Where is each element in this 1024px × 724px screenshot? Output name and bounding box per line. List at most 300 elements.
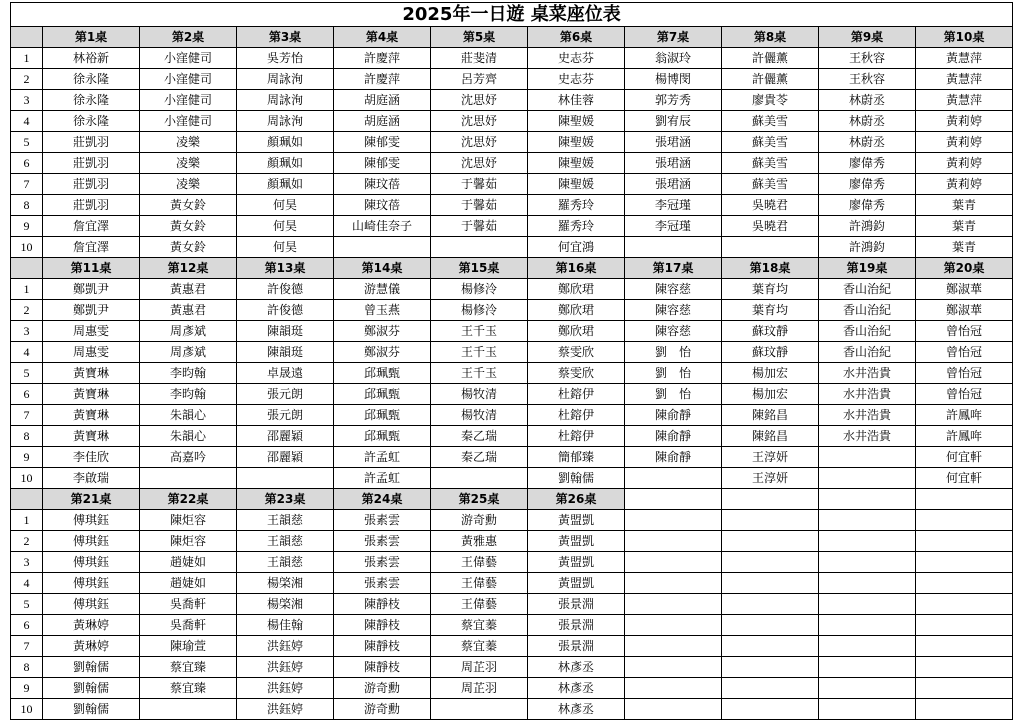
- guest-name-cell: 曾玉燕: [334, 300, 431, 321]
- empty-seat-cell: [722, 636, 819, 657]
- guest-name-cell: 黃盟凱: [528, 510, 625, 531]
- guest-name-cell: 劉 怡: [625, 384, 722, 405]
- seat-row: [11, 111, 1013, 132]
- guest-name-cell: 楊加宏: [722, 363, 819, 384]
- guest-name-cell: 周芷羽: [431, 657, 528, 678]
- seat-row: [11, 279, 1013, 300]
- guest-name-cell: 沈思妤: [431, 90, 528, 111]
- guest-name-cell: 許鴻鈞: [819, 237, 916, 258]
- guest-name-cell: 李冠瑾: [625, 216, 722, 237]
- guest-name-cell: 許慶萍: [334, 48, 431, 69]
- guest-name-cell: 許儷薰: [722, 69, 819, 90]
- guest-name-cell: 黃莉婷: [916, 132, 1013, 153]
- seat-number: 2: [11, 69, 43, 90]
- table-label: 第16桌: [528, 258, 625, 279]
- header-corner-cell: [11, 27, 43, 48]
- guest-name-cell: 黃寶琳: [43, 363, 140, 384]
- guest-name-cell: 水井浩貴: [819, 384, 916, 405]
- table-label: 第14桌: [334, 258, 431, 279]
- guest-name-cell: 邱珮甄: [334, 384, 431, 405]
- empty-seat-cell: [819, 573, 916, 594]
- guest-name-cell: 葉青: [916, 216, 1013, 237]
- guest-name-cell: 凌樂: [140, 132, 237, 153]
- guest-name-cell: 蘇美雪: [722, 132, 819, 153]
- guest-name-cell: 王千玉: [431, 321, 528, 342]
- guest-name-cell: 李啟瑞: [43, 468, 140, 489]
- guest-name-cell: 趙婕如: [140, 573, 237, 594]
- guest-name-cell: 莊凱羽: [43, 195, 140, 216]
- guest-name-cell: 胡庭涵: [334, 90, 431, 111]
- guest-name-cell: 許孟虹: [334, 468, 431, 489]
- seat-number: 7: [11, 405, 43, 426]
- guest-name-cell: [140, 468, 237, 489]
- seat-number: 1: [11, 510, 43, 531]
- guest-name-cell: 沈思妤: [431, 132, 528, 153]
- guest-name-cell: 吳曉君: [722, 195, 819, 216]
- guest-name-cell: 蘇玟靜: [722, 321, 819, 342]
- seat-row: [11, 615, 1013, 636]
- guest-name-cell: 陳郁雯: [334, 153, 431, 174]
- guest-name-cell: 張景淵: [528, 615, 625, 636]
- guest-name-cell: 許慶萍: [334, 69, 431, 90]
- seat-row: [11, 468, 1013, 489]
- guest-name-cell: [819, 447, 916, 468]
- empty-seat-cell: [625, 615, 722, 636]
- table-header-row: [11, 489, 1013, 510]
- empty-seat-cell: [916, 573, 1013, 594]
- empty-seat-cell: [916, 510, 1013, 531]
- guest-name-cell: 于馨茹: [431, 216, 528, 237]
- empty-seat-cell: [625, 552, 722, 573]
- guest-name-cell: 曾怡冠: [916, 384, 1013, 405]
- guest-name-cell: 何昊: [237, 216, 334, 237]
- guest-name-cell: [334, 237, 431, 258]
- guest-name-cell: 陳玟蓓: [334, 174, 431, 195]
- seat-row: [11, 174, 1013, 195]
- guest-name-cell: 黃莉婷: [916, 174, 1013, 195]
- guest-name-cell: 陳容慈: [625, 321, 722, 342]
- guest-name-cell: [431, 699, 528, 720]
- guest-name-cell: 卓晟遠: [237, 363, 334, 384]
- guest-name-cell: 張景淵: [528, 636, 625, 657]
- guest-name-cell: 游奇勳: [431, 510, 528, 531]
- guest-name-cell: 黃女鈴: [140, 237, 237, 258]
- seat-number: 2: [11, 531, 43, 552]
- guest-name-cell: 小窪健司: [140, 69, 237, 90]
- guest-name-cell: 朱韻心: [140, 405, 237, 426]
- guest-name-cell: 邵麗穎: [237, 447, 334, 468]
- seat-row: [11, 90, 1013, 111]
- guest-name-cell: 傅琪鈺: [43, 510, 140, 531]
- empty-seat-cell: [722, 531, 819, 552]
- empty-seat-cell: [819, 636, 916, 657]
- guest-name-cell: 張珺涵: [625, 132, 722, 153]
- table-label: 第10桌: [916, 27, 1013, 48]
- guest-name-cell: 周詠洵: [237, 111, 334, 132]
- guest-name-cell: 張景淵: [528, 594, 625, 615]
- seat-row: [11, 426, 1013, 447]
- guest-name-cell: 劉翰儒: [528, 468, 625, 489]
- guest-name-cell: 楊牧清: [431, 405, 528, 426]
- table-label: 第26桌: [528, 489, 625, 510]
- table-label: 第6桌: [528, 27, 625, 48]
- guest-name-cell: 鄭淑芬: [334, 321, 431, 342]
- guest-name-cell: 胡庭涵: [334, 111, 431, 132]
- guest-name-cell: 香山治紀: [819, 342, 916, 363]
- seat-number: 10: [11, 699, 43, 720]
- guest-name-cell: 陳炬容: [140, 531, 237, 552]
- guest-name-cell: 李冠瑾: [625, 195, 722, 216]
- guest-name-cell: 張元朗: [237, 384, 334, 405]
- guest-name-cell: 張素雲: [334, 552, 431, 573]
- guest-name-cell: 吳曉君: [722, 216, 819, 237]
- guest-name-cell: 林蔚丞: [819, 90, 916, 111]
- guest-name-cell: 黃惠君: [140, 279, 237, 300]
- guest-name-cell: 劉翰儒: [43, 699, 140, 720]
- empty-seat-cell: [722, 510, 819, 531]
- empty-seat-cell: [722, 615, 819, 636]
- guest-name-cell: 邱珮甄: [334, 363, 431, 384]
- seat-row: [11, 69, 1013, 90]
- guest-name-cell: 陳聖媛: [528, 111, 625, 132]
- guest-name-cell: 沈思妤: [431, 111, 528, 132]
- guest-name-cell: 張元朗: [237, 405, 334, 426]
- guest-name-cell: 徐永隆: [43, 69, 140, 90]
- seat-number: 7: [11, 636, 43, 657]
- table-label: 第4桌: [334, 27, 431, 48]
- title-row: [11, 3, 1013, 27]
- seat-row: [11, 594, 1013, 615]
- table-label: 第12桌: [140, 258, 237, 279]
- guest-name-cell: 黃莉婷: [916, 153, 1013, 174]
- guest-name-cell: 陳玟蓓: [334, 195, 431, 216]
- seat-number: 2: [11, 300, 43, 321]
- seating-body: [11, 27, 1013, 720]
- guest-name-cell: 許儷薰: [722, 48, 819, 69]
- empty-seat-cell: [722, 678, 819, 699]
- guest-name-cell: 何宜軒: [916, 447, 1013, 468]
- seat-row: [11, 552, 1013, 573]
- seat-number: 8: [11, 426, 43, 447]
- guest-name-cell: 曾怡冠: [916, 363, 1013, 384]
- guest-name-cell: 周惠雯: [43, 321, 140, 342]
- seat-number: 3: [11, 552, 43, 573]
- guest-name-cell: 曾怡冠: [916, 321, 1013, 342]
- guest-name-cell: 王秋容: [819, 48, 916, 69]
- guest-name-cell: 于馨茹: [431, 174, 528, 195]
- guest-name-cell: 黃女鈴: [140, 216, 237, 237]
- seat-row: [11, 132, 1013, 153]
- seat-row: [11, 447, 1013, 468]
- guest-name-cell: 陳容慈: [625, 279, 722, 300]
- guest-name-cell: 游奇勳: [334, 678, 431, 699]
- guest-name-cell: 楊加宏: [722, 384, 819, 405]
- guest-name-cell: 黃雅惠: [431, 531, 528, 552]
- guest-name-cell: 劉 怡: [625, 363, 722, 384]
- guest-name-cell: 詹宜澤: [43, 216, 140, 237]
- guest-name-cell: 于馨茹: [431, 195, 528, 216]
- guest-name-cell: 楊棨湘: [237, 573, 334, 594]
- seat-row: [11, 384, 1013, 405]
- table-label: 第23桌: [237, 489, 334, 510]
- guest-name-cell: 游奇勳: [334, 699, 431, 720]
- seat-row: [11, 153, 1013, 174]
- seat-row: [11, 300, 1013, 321]
- guest-name-cell: 周芷羽: [431, 678, 528, 699]
- guest-name-cell: 黃盟凱: [528, 552, 625, 573]
- guest-name-cell: 蘇美雪: [722, 153, 819, 174]
- guest-name-cell: 王韻慈: [237, 531, 334, 552]
- table-label: 第25桌: [431, 489, 528, 510]
- seat-number: 9: [11, 678, 43, 699]
- guest-name-cell: 林彥丞: [528, 678, 625, 699]
- guest-name-cell: 香山治紀: [819, 321, 916, 342]
- guest-name-cell: 陳容慈: [625, 300, 722, 321]
- guest-name-cell: 周惠雯: [43, 342, 140, 363]
- guest-name-cell: 何昊: [237, 237, 334, 258]
- guest-name-cell: 楊牧清: [431, 384, 528, 405]
- guest-name-cell: 洪鈺婷: [237, 657, 334, 678]
- guest-name-cell: 顏珮如: [237, 174, 334, 195]
- guest-name-cell: 周彥斌: [140, 321, 237, 342]
- guest-name-cell: 葉青: [916, 237, 1013, 258]
- guest-name-cell: 凌樂: [140, 153, 237, 174]
- empty-seat-cell: [819, 657, 916, 678]
- guest-name-cell: 黃琳婷: [43, 615, 140, 636]
- guest-name-cell: 李昀翰: [140, 363, 237, 384]
- guest-name-cell: 莊凱羽: [43, 132, 140, 153]
- guest-name-cell: 何宜軒: [916, 468, 1013, 489]
- seat-number: 6: [11, 153, 43, 174]
- seat-number: 3: [11, 321, 43, 342]
- empty-seat-cell: [625, 678, 722, 699]
- guest-name-cell: 劉翰儒: [43, 657, 140, 678]
- guest-name-cell: 水井浩貴: [819, 426, 916, 447]
- guest-name-cell: 水井浩貴: [819, 405, 916, 426]
- seat-row: [11, 657, 1013, 678]
- guest-name-cell: 蔡宜蓁: [431, 615, 528, 636]
- guest-name-cell: 王秋容: [819, 69, 916, 90]
- guest-name-cell: 廖偉秀: [819, 195, 916, 216]
- guest-name-cell: 莊凱羽: [43, 153, 140, 174]
- guest-name-cell: [140, 699, 237, 720]
- guest-name-cell: 王偉藝: [431, 573, 528, 594]
- guest-name-cell: 洪鈺婷: [237, 636, 334, 657]
- guest-name-cell: 傅琪鈺: [43, 552, 140, 573]
- empty-seat-cell: [916, 615, 1013, 636]
- empty-seat-cell: [722, 657, 819, 678]
- empty-header-cell: [819, 489, 916, 510]
- guest-name-cell: 鄭淑芬: [334, 342, 431, 363]
- guest-name-cell: 王淳妍: [722, 468, 819, 489]
- guest-name-cell: 史志芬: [528, 48, 625, 69]
- guest-name-cell: 吳芳怡: [237, 48, 334, 69]
- empty-seat-cell: [819, 531, 916, 552]
- table-label: 第18桌: [722, 258, 819, 279]
- table-header-row: [11, 258, 1013, 279]
- guest-name-cell: [431, 237, 528, 258]
- guest-name-cell: 葉育均: [722, 300, 819, 321]
- guest-name-cell: 林彥丞: [528, 657, 625, 678]
- seat-row: [11, 342, 1013, 363]
- guest-name-cell: 詹宜澤: [43, 237, 140, 258]
- guest-name-cell: 傅琪鈺: [43, 594, 140, 615]
- guest-name-cell: 許鴻鈞: [819, 216, 916, 237]
- table-label: 第13桌: [237, 258, 334, 279]
- seat-row: [11, 363, 1013, 384]
- page-title: 2025年一日遊 桌菜座位表: [11, 3, 1013, 27]
- seat-row: [11, 321, 1013, 342]
- guest-name-cell: 蔡宜臻: [140, 678, 237, 699]
- guest-name-cell: 莊凱羽: [43, 174, 140, 195]
- guest-name-cell: [431, 468, 528, 489]
- guest-name-cell: 陳聖媛: [528, 174, 625, 195]
- guest-name-cell: 杜鎔伊: [528, 384, 625, 405]
- table-label: 第7桌: [625, 27, 722, 48]
- guest-name-cell: 黃女鈴: [140, 195, 237, 216]
- table-label: 第24桌: [334, 489, 431, 510]
- table-header-row: [11, 27, 1013, 48]
- empty-header-cell: [916, 489, 1013, 510]
- table-label: 第20桌: [916, 258, 1013, 279]
- guest-name-cell: 陳俞靜: [625, 447, 722, 468]
- seat-number: 1: [11, 48, 43, 69]
- empty-seat-cell: [722, 552, 819, 573]
- guest-name-cell: 蔡雯欣: [528, 363, 625, 384]
- guest-name-cell: 陳韻珽: [237, 342, 334, 363]
- guest-name-cell: 簡郁臻: [528, 447, 625, 468]
- guest-name-cell: 曾怡冠: [916, 342, 1013, 363]
- empty-seat-cell: [916, 552, 1013, 573]
- guest-name-cell: [625, 237, 722, 258]
- empty-seat-cell: [625, 594, 722, 615]
- seat-row: [11, 678, 1013, 699]
- guest-name-cell: 陳瑜萱: [140, 636, 237, 657]
- guest-name-cell: 周彥斌: [140, 342, 237, 363]
- empty-seat-cell: [916, 636, 1013, 657]
- guest-name-cell: 洪鈺婷: [237, 678, 334, 699]
- empty-header-cell: [722, 489, 819, 510]
- empty-seat-cell: [916, 699, 1013, 720]
- guest-name-cell: 黃盟凱: [528, 531, 625, 552]
- guest-name-cell: 蘇美雪: [722, 111, 819, 132]
- guest-name-cell: 林佳蓉: [528, 90, 625, 111]
- guest-name-cell: 何昊: [237, 195, 334, 216]
- guest-name-cell: 黃慧萍: [916, 69, 1013, 90]
- header-corner-cell: [11, 489, 43, 510]
- empty-seat-cell: [916, 657, 1013, 678]
- guest-name-cell: 邱珮甄: [334, 405, 431, 426]
- guest-name-cell: 顏珮如: [237, 132, 334, 153]
- guest-name-cell: 陳聖媛: [528, 132, 625, 153]
- seat-number: 10: [11, 237, 43, 258]
- guest-name-cell: 許俊德: [237, 300, 334, 321]
- table-label: 第17桌: [625, 258, 722, 279]
- seat-row: [11, 636, 1013, 657]
- guest-name-cell: 秦乙瑞: [431, 447, 528, 468]
- guest-name-cell: 洪鈺婷: [237, 699, 334, 720]
- table-label: 第8桌: [722, 27, 819, 48]
- empty-seat-cell: [916, 531, 1013, 552]
- guest-name-cell: 羅秀玲: [528, 216, 625, 237]
- guest-name-cell: 許孟虹: [334, 447, 431, 468]
- guest-name-cell: 王偉藝: [431, 594, 528, 615]
- guest-name-cell: 鄭欣珺: [528, 279, 625, 300]
- guest-name-cell: 楊修泠: [431, 279, 528, 300]
- guest-name-cell: 徐永隆: [43, 90, 140, 111]
- guest-name-cell: 黃寶琳: [43, 426, 140, 447]
- empty-seat-cell: [625, 636, 722, 657]
- guest-name-cell: 蘇美雪: [722, 174, 819, 195]
- guest-name-cell: 鄭凱尹: [43, 279, 140, 300]
- guest-name-cell: 黃盟凱: [528, 573, 625, 594]
- table-label: 第22桌: [140, 489, 237, 510]
- guest-name-cell: 邱珮甄: [334, 426, 431, 447]
- empty-seat-cell: [819, 678, 916, 699]
- guest-name-cell: 黃寶琳: [43, 384, 140, 405]
- guest-name-cell: [819, 468, 916, 489]
- guest-name-cell: 翁淑玲: [625, 48, 722, 69]
- guest-name-cell: 廖偉秀: [819, 153, 916, 174]
- guest-name-cell: 羅秀玲: [528, 195, 625, 216]
- empty-seat-cell: [722, 573, 819, 594]
- guest-name-cell: 史志芬: [528, 69, 625, 90]
- seat-number: 7: [11, 174, 43, 195]
- guest-name-cell: 林蔚丞: [819, 111, 916, 132]
- guest-name-cell: 黃慧萍: [916, 90, 1013, 111]
- seating-chart-table: [10, 2, 1013, 720]
- guest-name-cell: 林彥丞: [528, 699, 625, 720]
- guest-name-cell: 王淳妍: [722, 447, 819, 468]
- guest-name-cell: 王千玉: [431, 342, 528, 363]
- empty-seat-cell: [722, 699, 819, 720]
- seat-number: 9: [11, 447, 43, 468]
- guest-name-cell: 趙婕如: [140, 552, 237, 573]
- seat-number: 6: [11, 384, 43, 405]
- guest-name-cell: 葉青: [916, 195, 1013, 216]
- guest-name-cell: 香山治紀: [819, 279, 916, 300]
- guest-name-cell: 許鳳哖: [916, 426, 1013, 447]
- guest-name-cell: 周詠洵: [237, 90, 334, 111]
- guest-name-cell: 楊博閔: [625, 69, 722, 90]
- empty-seat-cell: [625, 531, 722, 552]
- guest-name-cell: 黃寶琳: [43, 405, 140, 426]
- seat-number: 1: [11, 279, 43, 300]
- empty-seat-cell: [625, 510, 722, 531]
- guest-name-cell: 凌樂: [140, 174, 237, 195]
- guest-name-cell: 朱韻心: [140, 426, 237, 447]
- guest-name-cell: 秦乙瑞: [431, 426, 528, 447]
- empty-seat-cell: [819, 615, 916, 636]
- empty-seat-cell: [819, 699, 916, 720]
- guest-name-cell: 蔡雯欣: [528, 342, 625, 363]
- guest-name-cell: 楊佳翰: [237, 615, 334, 636]
- guest-name-cell: 陳郁雯: [334, 132, 431, 153]
- table-label: 第5桌: [431, 27, 528, 48]
- seat-row: [11, 531, 1013, 552]
- empty-seat-cell: [625, 573, 722, 594]
- guest-name-cell: 沈思妤: [431, 153, 528, 174]
- guest-name-cell: 周詠洵: [237, 69, 334, 90]
- guest-name-cell: 張素雲: [334, 573, 431, 594]
- guest-name-cell: 劉 怡: [625, 342, 722, 363]
- guest-name-cell: 李昀翰: [140, 384, 237, 405]
- guest-name-cell: 林裕新: [43, 48, 140, 69]
- guest-name-cell: 鄭凱尹: [43, 300, 140, 321]
- seat-row: [11, 216, 1013, 237]
- guest-name-cell: 莊斐清: [431, 48, 528, 69]
- empty-seat-cell: [916, 594, 1013, 615]
